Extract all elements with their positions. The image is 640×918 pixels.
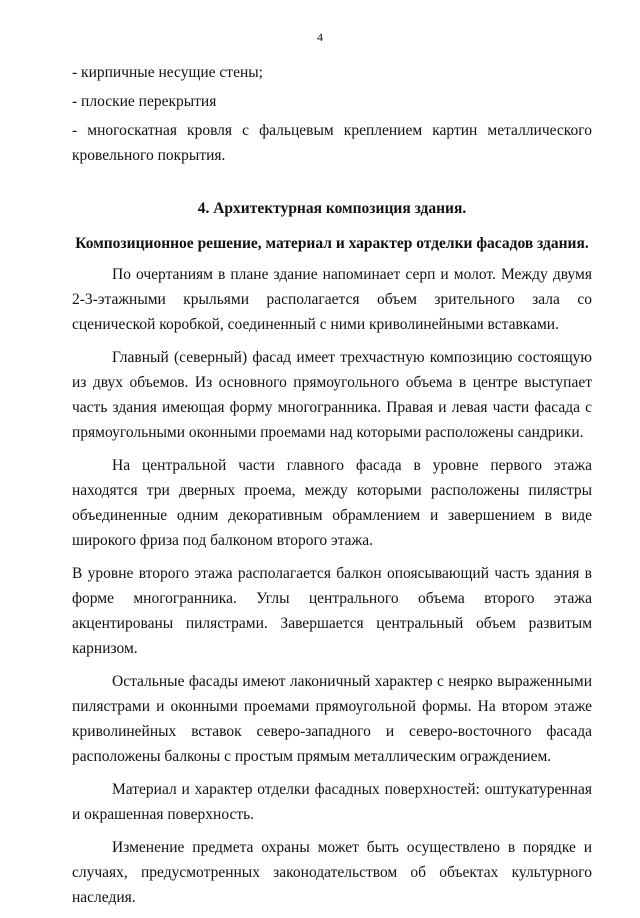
page-number: 4 (317, 30, 323, 44)
list-item: - плоские перекрытия (72, 93, 217, 110)
paragraph-other-facades: Остальные фасады имеют лаконичный характер с неярко выраженными пилястрами и оконными проемами прямоугольной формы. На втором этаже криволинейных вставок северо-западного и северо-восточного фасада расположены балконы с простым прямым металлическим ограждением. (72, 673, 592, 765)
paragraph-plan: По очертаниям в плане здание напоминает серп и молот. Между двумя 2-3-этажными крыльями располагается объем зрительного зала со сценической коробкой, соединенный с ними криволинейными вставками. (72, 266, 592, 333)
paragraph-protection: Изменение предмета охраны может быть осуществлено в порядке и случаях, предусмотренных законодательством об объектах культурного наследия. (72, 839, 592, 906)
list-item: - многоскатная кровля с фальцевым креплением картин металлического кровельного покрытия. (72, 122, 592, 164)
section-subtitle: Композиционное решение, материал и характер отделки фасадов здания. (75, 235, 589, 252)
paragraph-main-facade: Главный (северный) фасад имеет трехчастную композицию состоящую из двух объемов. Из основного прямоугольного объема в центре выступает часть здания имеющая форму многогранника. Правая и левая части фасада с прямоугольными оконными проемами над которыми расположены сандрики. (72, 349, 592, 441)
paragraph-finish: Материал и характер отделки фасадных поверхностей: оштукатуренная и окрашенная поверхность. (72, 781, 592, 823)
page-content (72, 60, 592, 918)
paragraph-second-floor: В уровне второго этажа располагается балкон опоясывающий часть здания в форме многогранника. Углы центрального объема второго этажа акцентированы пилястрами. Завершается центральный объем развитым карнизом. (72, 565, 592, 657)
section-title: 4. Архитектурная композиция здания. (197, 200, 467, 217)
paragraph-first-floor: На центральной части главного фасада в уровне первого этажа находятся три дверных проема, между которыми расположены пилястры объединенные одним декоративным обрамлением и завершением в виде широкого фриза под балконом второго этажа. (72, 457, 592, 549)
list-item: - кирпичные несущие стены; (72, 64, 263, 81)
